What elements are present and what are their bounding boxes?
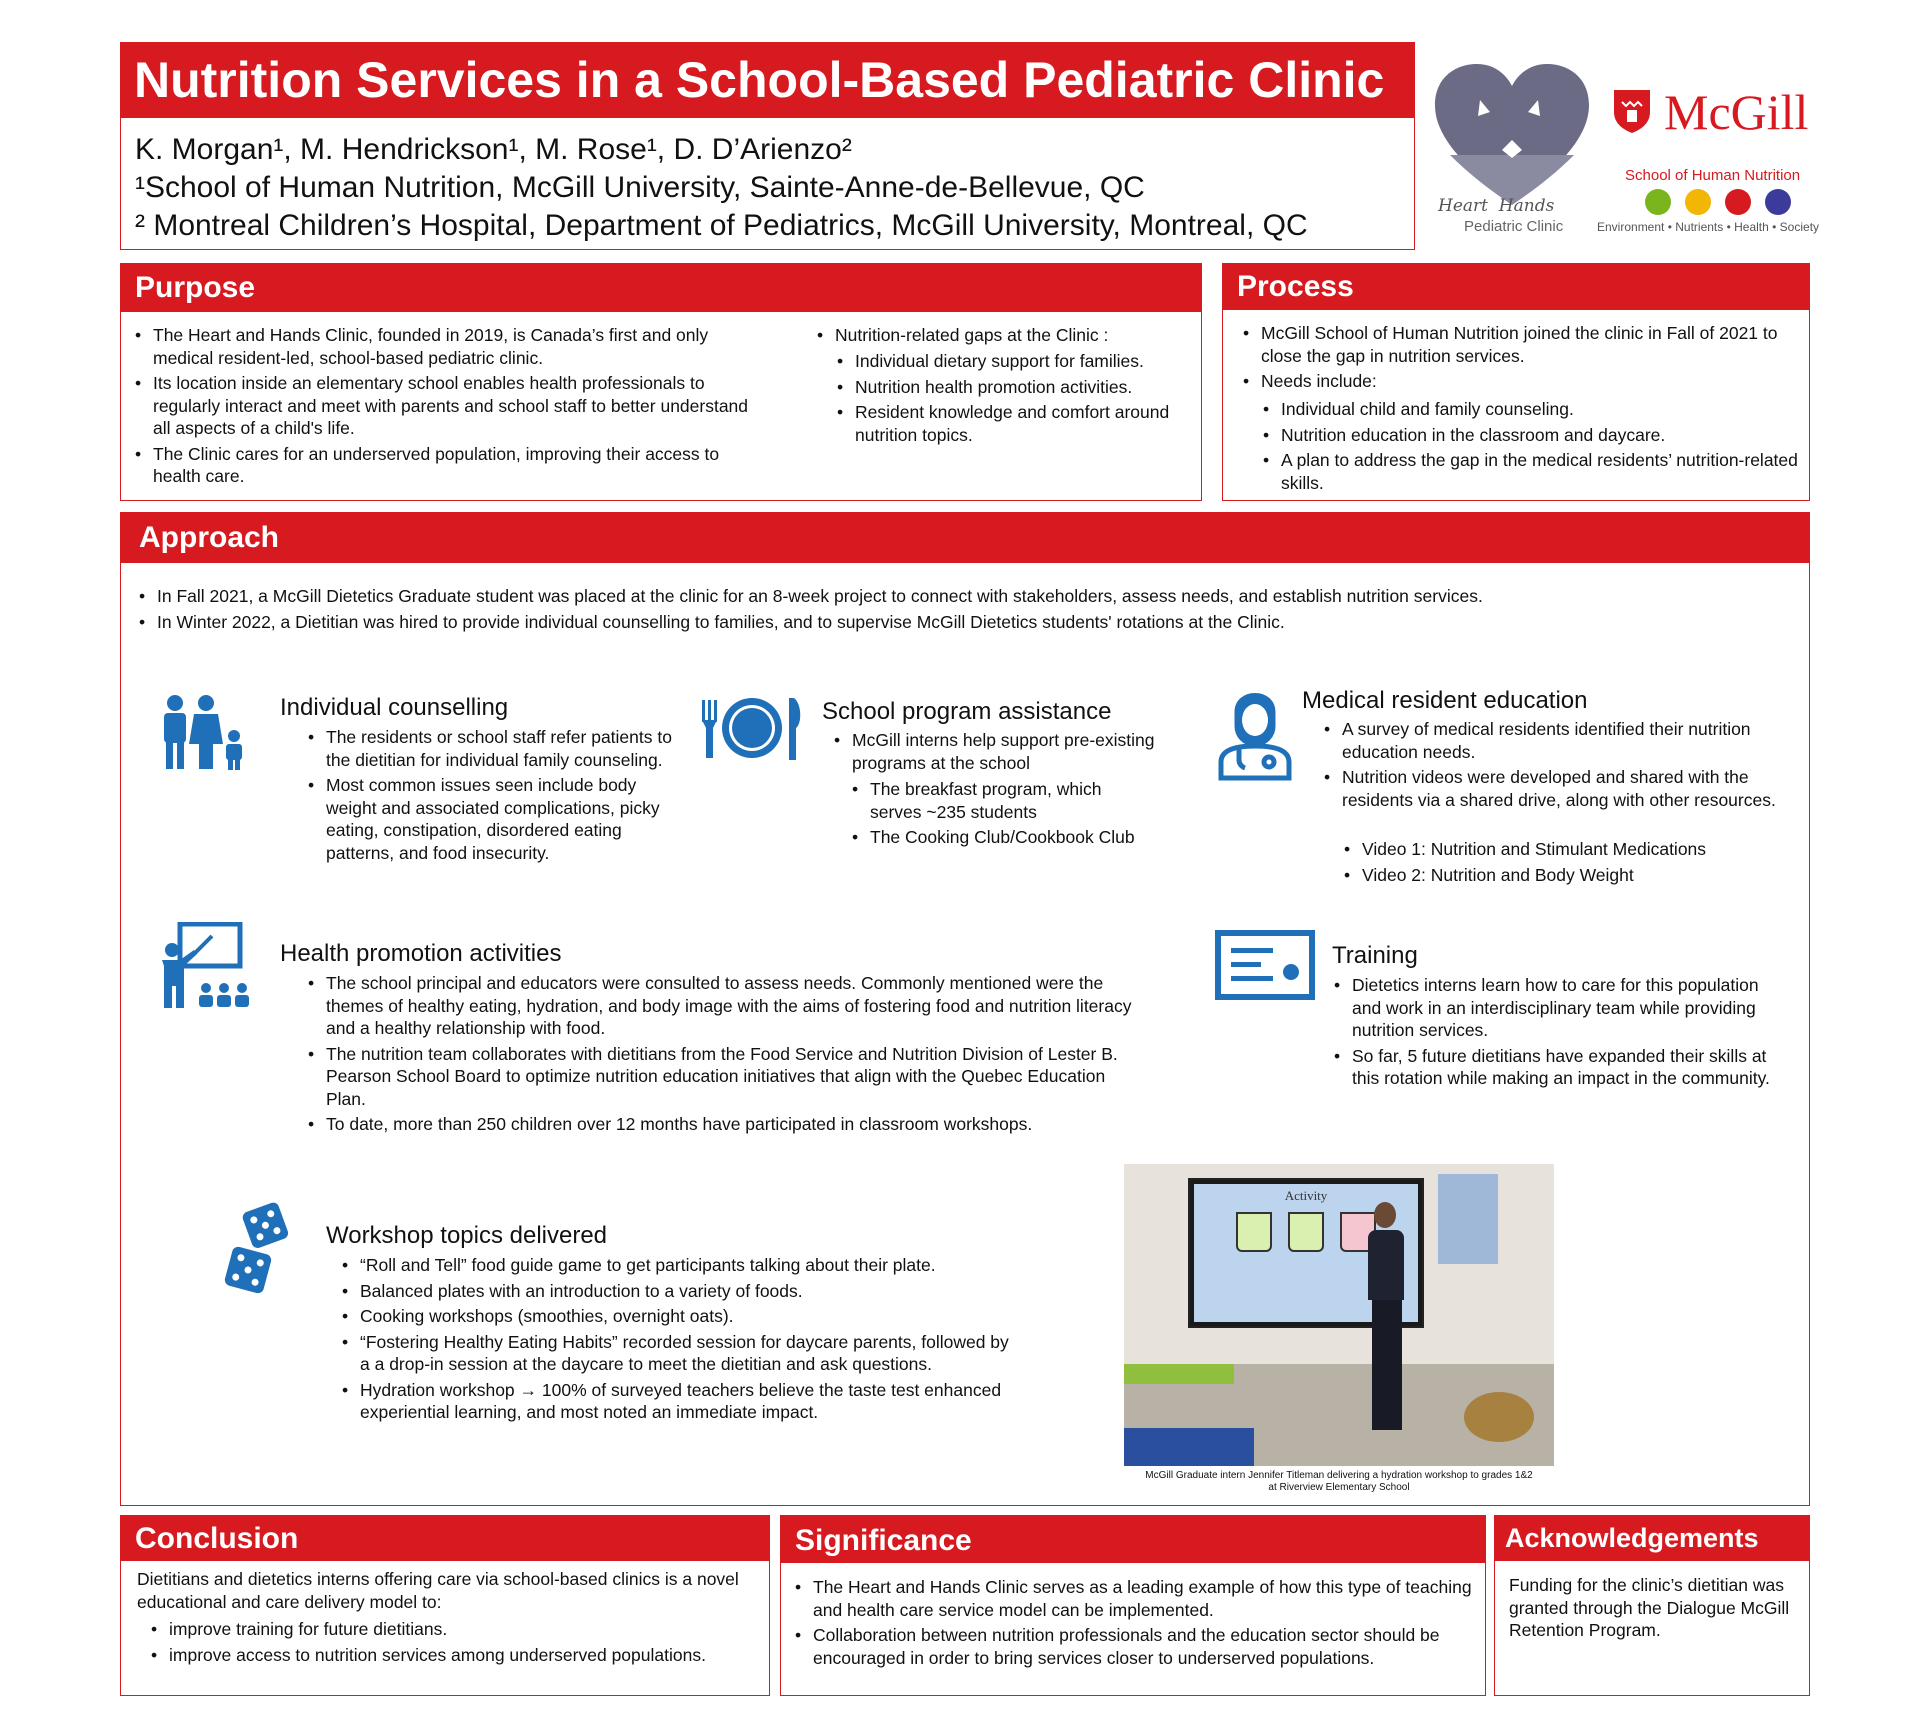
plate-icon [698, 694, 808, 764]
affiliation-1: ¹School of Human Nutrition, McGill University, Sainte-Anne-de-Bellevue, QC [135, 171, 1145, 204]
list-item: • Nutrition-related gaps at the Clinic : [811, 324, 1191, 347]
four-circles-icon [1640, 187, 1800, 217]
author-list: K. Morgan¹, M. Hendrickson¹, M. Rose¹, D. D’Arienzo² [135, 133, 852, 166]
list-item: • So far, 5 future dietitians have expanded their skills at this rotation while making an impact in the community. [1328, 1045, 1788, 1090]
workshop-photo [1124, 1164, 1554, 1466]
list-item: • improve access to nutrition services among underserved populations. [125, 1644, 745, 1667]
acknowledgements-panel [1494, 1515, 1810, 1696]
clinic-logo-subtitle: Pediatric Clinic [1464, 218, 1564, 235]
school-program-title: School program assistance [822, 698, 1112, 725]
heart-hands-logo [1430, 60, 1595, 240]
workshops-title: Workshop topics delivered [326, 1222, 608, 1249]
list-item: • The breakfast program, which serves ~235 students [826, 778, 1156, 823]
counselling-list [282, 726, 682, 867]
purpose-heading: Purpose [121, 264, 1201, 312]
list-item: • Most common issues seen include body weight and associated complications, picky eating, constipation, disordered eating patterns, and food insecurity. [282, 774, 682, 864]
family-icon [158, 694, 248, 774]
process-needs-list [1237, 398, 1802, 497]
resident-videos-list [1318, 838, 1798, 889]
school-logo-text: School of Human Nutrition [1625, 167, 1801, 184]
significance-heading: Significance [781, 1516, 1485, 1563]
list-item: • Video 1: Nutrition and Stimulant Medications [1318, 838, 1798, 861]
conclusion-panel [120, 1515, 770, 1696]
conclusion-list [125, 1618, 745, 1669]
mcgill-wordmark: McGill [1664, 84, 1809, 140]
clinic-logo-script: Heart Hands [1438, 196, 1555, 216]
school-logo-tagline: Environment • Nutrients • Health • Society [1597, 220, 1820, 234]
purpose-gaps-list [811, 350, 1191, 449]
list-item: • A plan to address the gap in the medical residents’ nutrition-related skills. [1237, 449, 1802, 494]
list-item: • McGill interns help support pre-existing programs at the school [828, 729, 1158, 774]
conclusion-heading: Conclusion [121, 1516, 769, 1561]
counselling-title: Individual counselling [280, 694, 509, 721]
approach-intro-list [133, 585, 1793, 636]
list-item: • In Winter 2022, a Dietitian was hired to provide individual counselling to families, and to supervise McGill Dietetics students' rotations at the Clinic. [133, 611, 1793, 634]
list-item: • The nutrition team collaborates with dietitians from the Food Service and Nutrition Division of Lester B. Pearson School Board to optimize nutrition education initiatives that align with the Quebec Education Plan. [282, 1043, 1142, 1111]
resident-education-title: Medical resident education [1302, 687, 1588, 714]
list-item: • Hydration workshop → 100% of surveyed teachers believe the taste test enhanced experiential learning, and most noted an immediate impact. [336, 1379, 1016, 1424]
school-program-list [826, 778, 1156, 852]
acknowledgements-heading: Acknowledgements [1495, 1516, 1809, 1561]
list-item: • Individual dietary support for families. [811, 350, 1191, 373]
list-item: • Dietetics interns learn how to care for this population and work in an interdisciplinary team while providing nutrition services. [1328, 974, 1788, 1042]
list-item: • McGill School of Human Nutrition joined the clinic in Fall of 2021 to close the gap in nutrition services. [1237, 322, 1797, 367]
list-item: • In Fall 2021, a McGill Dietetics Graduate student was placed at the clinic for an 8-week project to connect with stakeholders, assess needs, and establish nutrition services. [133, 585, 1793, 608]
list-item: • Balanced plates with an introduction to a variety of foods. [336, 1280, 1016, 1303]
list-item: • improve training for future dietitians. [125, 1618, 745, 1641]
training-title: Training [1332, 942, 1418, 969]
list-item: • Nutrition health promotion activities. [811, 376, 1191, 399]
significance-list [789, 1576, 1479, 1672]
doctor-icon [1215, 682, 1295, 782]
purpose-left-list [129, 324, 769, 491]
list-item: • To date, more than 250 children over 12 months have participated in classroom workshops. [282, 1113, 1142, 1136]
list-item: • Resident knowledge and comfort around nutrition topics. [811, 401, 1191, 446]
health-promotion-list [282, 972, 1142, 1139]
process-list [1237, 322, 1797, 396]
school-logo-circles [1640, 187, 1800, 217]
list-item: • The Heart and Hands Clinic, founded in 2019, is Canada’s first and only medical resident-led, school-based pediatric clinic. [129, 324, 769, 369]
list-item: • Needs include: [1237, 370, 1797, 393]
training-list [1328, 974, 1788, 1093]
list-item: • The residents or school staff refer patients to the dietitian for individual family counseling. [282, 726, 682, 771]
certificate-icon [1215, 930, 1315, 1000]
health-promotion-title: Health promotion activities [280, 940, 562, 967]
list-item: • The Clinic cares for an underserved population, improving their access to health care. [129, 443, 769, 488]
list-item: • Video 2: Nutrition and Body Weight [1318, 864, 1798, 887]
resident-education-list [1318, 718, 1778, 814]
list-item: • Nutrition videos were developed and shared with the residents via a shared drive, along with other resources. [1318, 766, 1778, 811]
school-program-lead [828, 729, 1158, 777]
heart-icon [1430, 60, 1595, 210]
conclusion-text: Dietitians and dietetics interns offering care via school-based clinics is a novel educational and care delivery model to: [137, 1569, 739, 1612]
workshops-list [336, 1254, 1016, 1427]
list-item: • A survey of medical residents identified their nutrition education needs. [1318, 718, 1778, 763]
purpose-right-list [811, 324, 1191, 350]
list-item: • The school principal and educators were consulted to assess needs. Commonly mentioned were the themes of healthy eating, hydration, and body image with the aims of fostering food and nutrition literacy and a healthy relationship with food. [282, 972, 1142, 1040]
list-item: • Nutrition education in the classroom and daycare. [1237, 424, 1802, 447]
purpose-panel [120, 263, 1202, 501]
process-heading: Process [1223, 264, 1809, 310]
dice-icon [222, 1200, 294, 1296]
list-item: • Cooking workshops (smoothies, overnight oats). [336, 1305, 1016, 1328]
list-item: • The Heart and Hands Clinic serves as a leading example of how this type of teaching and health care service model can be implemented. [789, 1576, 1479, 1621]
mcgill-crest-icon [1612, 88, 1652, 134]
process-panel [1222, 263, 1810, 501]
affiliation-2: ² Montreal Children’s Hospital, Department of Pediatrics, McGill University, Montreal, QC [135, 209, 1308, 242]
list-item: • Its location inside an elementary school enables health professionals to regularly interact and meet with parents and school staff to better understand all aspects of a child's life. [129, 372, 769, 440]
list-item: • “Roll and Tell” food guide game to get participants talking about their plate. [336, 1254, 1016, 1277]
teacher-icon [158, 922, 258, 1012]
list-item: • The Cooking Club/Cookbook Club [826, 826, 1156, 849]
acknowledgements-text: Funding for the clinic’s dietitian was granted through the Dialogue McGill Retention Program. [1509, 1575, 1790, 1640]
photo-caption-line-1: McGill Graduate intern Jennifer Titleman delivering a hydration workshop to grades 1&2 [1145, 1470, 1533, 1481]
approach-heading: Approach [121, 513, 1809, 563]
poster-title: Nutrition Services in a School-Based Pediatric Clinic [120, 42, 1415, 118]
list-item: • “Fostering Healthy Eating Habits” recorded session for daycare parents, followed by a a drop-in session at the daycare to meet the dietitian and ask questions. [336, 1331, 1016, 1376]
list-item: • Individual child and family counseling. [1237, 398, 1802, 421]
screen-title: Activity [1284, 1188, 1328, 1203]
list-item: • Collaboration between nutrition professionals and the education sector should be encouraged in order to bring services closer to underserved populations. [789, 1624, 1479, 1669]
significance-panel [780, 1515, 1486, 1696]
photo-caption-line-2: at Riverview Elementary School [1268, 1482, 1410, 1493]
